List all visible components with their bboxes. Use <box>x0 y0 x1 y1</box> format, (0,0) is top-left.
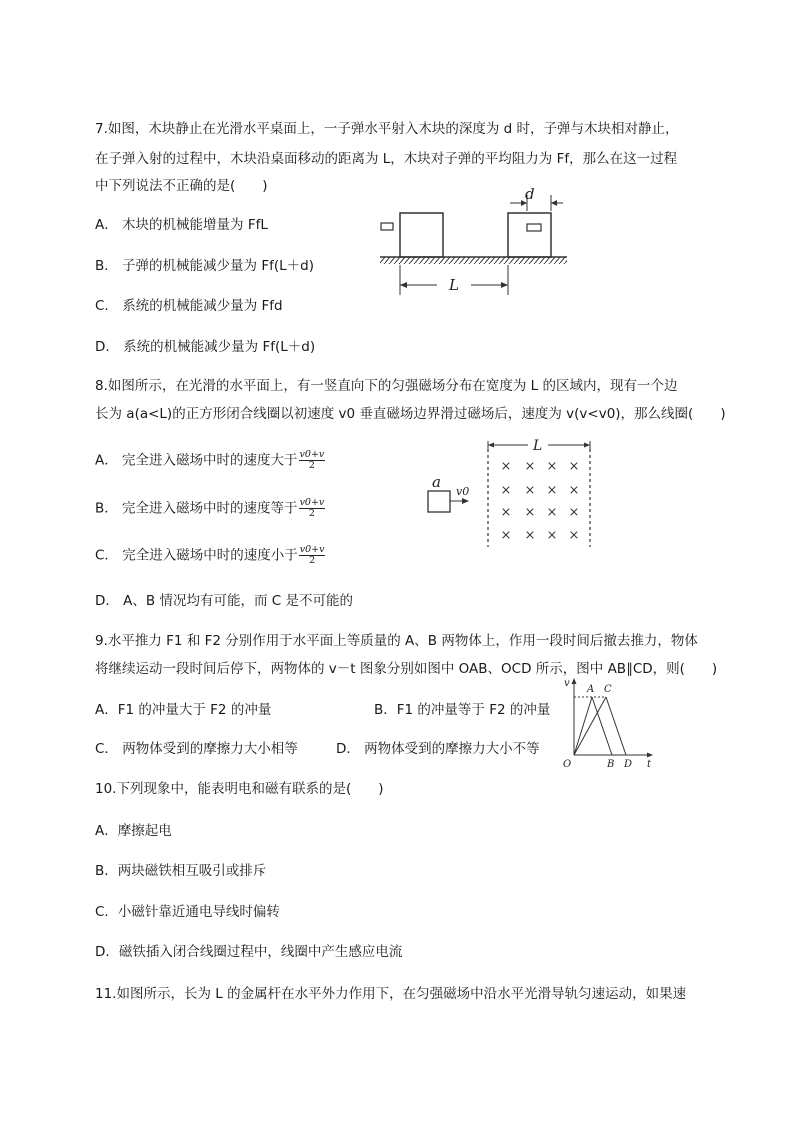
block-right <box>508 213 551 257</box>
q8-option-a <box>95 450 325 471</box>
q10-stem: 10.下列现象中，能表明电和磁有联系的是( ) <box>95 781 384 797</box>
svg-text:O: O <box>563 759 572 770</box>
q9-option-c: C． 两物体受到的摩擦力大小相等 <box>95 741 298 757</box>
svg-text:D: D <box>624 759 633 770</box>
q7-stem-line1: 7.如图，木块静止在光滑水平桌面上，一子弹水平射入木块的深度为 d 时，子弹与木块相对静止， <box>95 121 679 137</box>
label-L: L <box>449 276 459 294</box>
label-v0: v0 <box>456 485 470 498</box>
bullet-left <box>381 223 393 230</box>
q9-option-b: B．F1 的冲量等于 F2 的冲量 <box>374 702 551 718</box>
svg-text:×: × <box>524 459 536 474</box>
label-d: d <box>525 185 535 203</box>
svg-text:×: × <box>500 505 512 520</box>
q7-stem-line3: 中下列说法不正确的是( ) <box>95 178 268 194</box>
q8-option-c <box>95 545 325 566</box>
magnetic-field-crosses <box>501 459 580 543</box>
q8-option-b-text: B． 完全进入磁场中时的速度等于 <box>95 500 298 517</box>
q10-option-a: A．摩擦起电 <box>95 823 172 839</box>
q9-option-a: A．F1 的冲量大于 F2 的冲量 <box>95 702 272 718</box>
svg-text:×: × <box>568 505 580 520</box>
svg-text:×: × <box>500 528 512 543</box>
label-L: L <box>533 438 543 454</box>
q9-stem-line1: 9.水平推力 F1 和 F2 分别作用于水平面上等质量的 A、B 两物体上，作用一段时间后撤去推力，物体 <box>95 633 698 649</box>
q9-stem-line2: 将继续运动一段时间后停下，两物体的 v－t 图象分别如图中 OAB、OCD 所示，图中 AB∥CD，则( ) <box>95 661 718 677</box>
q8-option-b <box>95 498 325 519</box>
svg-text:t: t <box>647 759 652 770</box>
line-OA <box>574 697 592 755</box>
q7-option-d: D． 系统的机械能减少量为 Ff(L＋d) <box>95 339 316 355</box>
svg-text:×: × <box>546 483 558 498</box>
q7-option-c: C． 系统的机械能减少量为 Ffd <box>95 298 283 314</box>
fraction-v0-plus-v-over-2: $\frac{v0+v}{2}$ <box>299 497 325 519</box>
q10-option-b: B．两块磁铁相互吸引或排斥 <box>95 863 267 879</box>
svg-text:×: × <box>500 459 512 474</box>
svg-text:×: × <box>524 505 536 520</box>
q8-option-a-text: A． 完全进入磁场中时的速度大于 <box>95 452 298 469</box>
q8-option-d: D． A、B 情况均有可能，而 C 是不可能的 <box>95 593 353 609</box>
svg-text:×: × <box>524 483 536 498</box>
svg-text:×: × <box>568 483 580 498</box>
fraction-v0-plus-v-over-2: $\frac{v0+v}{2}$ <box>299 544 325 566</box>
fraction-v0-plus-v-over-2: $\frac{v0+v}{2}$ <box>299 449 325 471</box>
q7-option-a: A． 木块的机械能增量为 FfL <box>95 217 268 233</box>
svg-text:×: × <box>568 528 580 543</box>
line-OC <box>574 697 606 755</box>
q8-stem-line2: 长为 a(a<L)的正方形闭合线圈以初速度 v0 垂直磁场边界滑过磁场后，速度为 v(v<v0)，那么线圈( ) <box>95 406 726 422</box>
q8-stem-line1: 8.如图所示，在光滑的水平面上，有一竖直向下的匀强磁场分布在宽度为 L 的区域内，现有一个边 <box>95 378 678 394</box>
svg-text:×: × <box>524 528 536 543</box>
block-left <box>400 213 443 257</box>
svg-text:C: C <box>604 684 612 695</box>
q10-option-c: C．小磁针靠近通电导线时偏转 <box>95 904 280 920</box>
q7-stem-line2: 在子弹入射的过程中，木块沿桌面移动的距离为 L，木块对子弹的平均阻力为 Ff，那么在这一过程 <box>95 151 678 167</box>
label-a: a <box>432 473 441 491</box>
svg-text:×: × <box>546 505 558 520</box>
q8-magnetic-field-figure <box>420 435 600 550</box>
square-coil <box>428 491 450 512</box>
svg-text:v: v <box>564 678 570 689</box>
q9-option-d: D． 两物体受到的摩擦力大小不等 <box>336 741 540 757</box>
q8-option-c-text: C． 完全进入磁场中时的速度小于 <box>95 547 298 564</box>
q11-stem-line1: 11.如图所示，长为 L 的金属杆在水平外力作用下，在匀强磁场中沿水平光滑导轨匀速运动，如果速 <box>95 986 687 1002</box>
q7-option-b: B． 子弹的机械能减少量为 Ff(L＋d) <box>95 258 314 274</box>
svg-text:×: × <box>568 459 580 474</box>
q9-vt-graph <box>560 675 660 770</box>
q10-option-d: D．磁铁插入闭合线圈过程中，线圈中产生感应电流 <box>95 944 403 960</box>
svg-text:B: B <box>607 759 615 770</box>
svg-text:×: × <box>500 483 512 498</box>
q7-bullet-block-figure <box>375 185 575 300</box>
svg-text:A: A <box>587 684 595 695</box>
bullet-embedded <box>527 224 541 231</box>
svg-text:×: × <box>546 459 558 474</box>
svg-text:×: × <box>546 528 558 543</box>
